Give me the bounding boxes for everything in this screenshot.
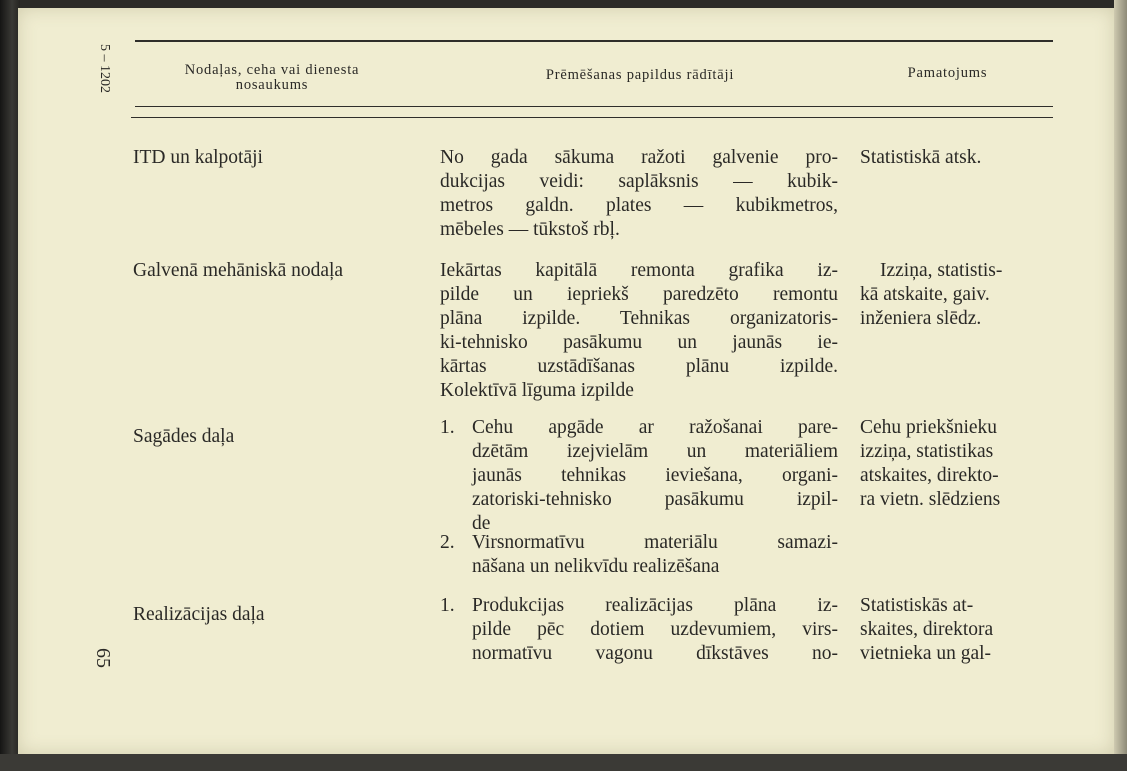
row-basis: Statistiskās at- skaites, direktora vietnieka un gal- — [860, 595, 994, 664]
header-bottom-rule — [135, 106, 1053, 107]
header-basis: Pamatojums — [907, 65, 988, 81]
row-department: Realizācijas daļa — [133, 604, 265, 625]
list-item: 2. Virsnormatīvu materiālu samazi- nāšana un nelikvīdu realizēšana — [440, 532, 838, 577]
row-basis: Statistiskā atsk. — [860, 147, 982, 168]
table-top-rule — [135, 40, 1053, 42]
row-basis: Izziņa, statistis- kā atskaite, gaiv. inženiera slēdz. — [860, 260, 1003, 329]
page-bottom-edge — [0, 754, 1127, 771]
list-item: 1. Produkcijas realizācijas plāna iz- pilde pēc dotiem uzdevumiem, virs- normatīvu vagonu dīkstāves no- — [440, 595, 838, 664]
row-indicator: No gada sākumа ražoti galvenie pro- dukcijas veidi: saplāksnis — kubik- metros galdn. plates — kubikmetros, mēbeles — tūkstoš rbļ. — [440, 147, 838, 240]
page-edge — [1114, 0, 1127, 771]
row-department: ITD un kalpotāji — [133, 147, 263, 168]
page-number: 65 — [92, 648, 114, 668]
list-item: 1. Cehu apgāde ar ražošanai pare- dzētām izejvielām un materiāliem jaunās tehnikas ieviešana, organi- zatoriski-tehnisko pasākumu izpil- de — [440, 417, 838, 534]
header-second-rule — [131, 117, 1053, 118]
book-spine — [0, 0, 20, 771]
row-indicator — [440, 416, 838, 576]
header-department: Nodaļas, ceha vai dienesta nosaukums — [184, 62, 360, 93]
signature-mark: 5 – 1202 — [97, 44, 112, 93]
row-indicator: Iekārtas kapitālā remonta grafika iz- pilde un iepriekš paredzēto remontu plāna izpilde. Tehnikas organizatoris- ki-tehnisko pasākumu un jaunās ie- kārtas uzstādīšanas plānu izpilde. Kolektīvā līguma izpilde — [440, 260, 838, 401]
header-indicators: Prēmēšanas papildus rādītāji — [545, 67, 735, 83]
row-basis: Cehu priekšnieku izziņa, statistikas atskaites, direkto- ra vietn. slēdziens — [860, 417, 1001, 510]
row-department: Sagādes daļa — [133, 426, 235, 447]
row-department: Galvenā mehāniskā nodaļa — [133, 260, 344, 281]
